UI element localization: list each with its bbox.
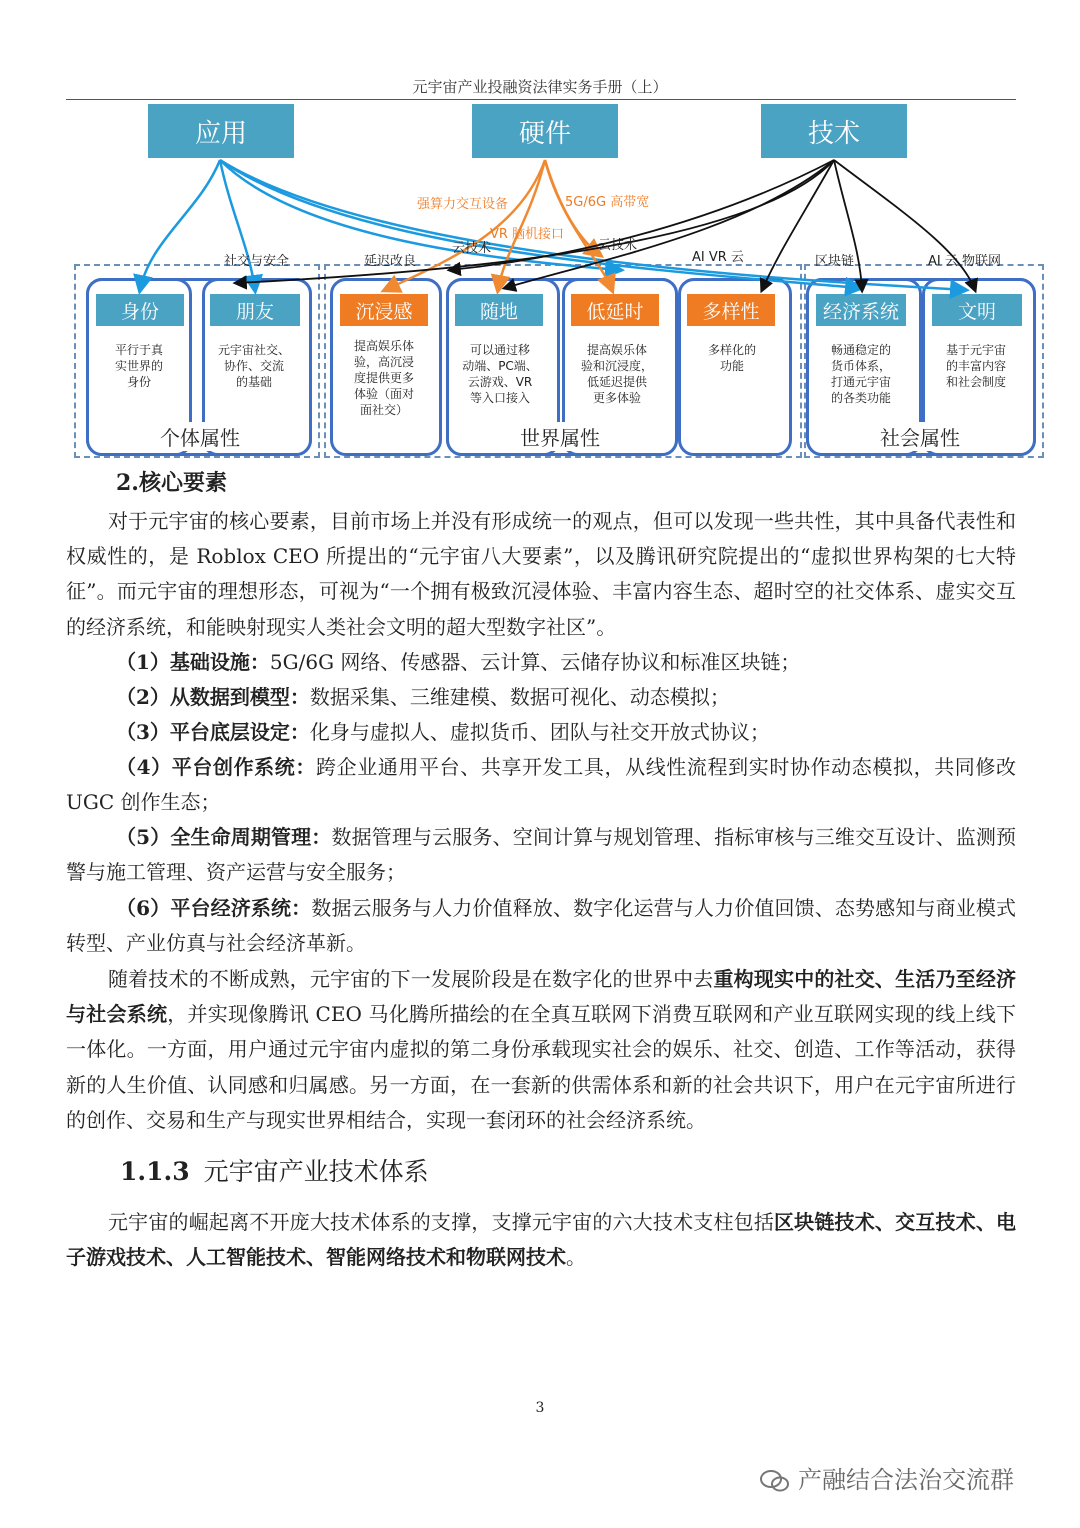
- label-latency: 延迟改良: [364, 254, 417, 269]
- label-strong-compute: 强算力交互设备: [417, 197, 509, 212]
- desc-civilization: 基于元宇宙 的丰富内容 和社会制度: [945, 343, 1006, 389]
- desc-immersion: 提高娱乐体 验，高沉浸 度提供更多 体验（面对 面社交）: [353, 339, 414, 417]
- group-label-social: 社会属性: [860, 422, 980, 451]
- top-box-application: 应用: [148, 104, 294, 158]
- paragraph-intro: 对于元宇宙的核心要素，目前市场上并没有形成统一的观点，但可以发现一些共性，其中具备代表性和权威性的，是 Roblox CEO 所提出的“元宇宙八大要素”，以及腾讯研究院提出的“虚拟世界构架的七大特征”。而元宇宙的理想形态，可视为“一个拥有极致沉浸体验、丰富内容生态、超时空的社交体系、虚实交互的经济系统，和能映射现实人类社会文明的超大型数字社区”。: [66, 509, 1016, 639]
- subsection-title: 元宇宙产业技术体系: [203, 1157, 429, 1186]
- header-rule: [66, 99, 1016, 100]
- list-item-4: （4）平台创作系统：跨企业通用平台、共享开发工具，从线性流程到实时协作动态模拟，共同修改 UGC 创作生态；: [66, 755, 1017, 815]
- tag-low-latency: 低延时: [571, 294, 659, 326]
- section-heading-core-elements: 2.核心要素: [116, 470, 227, 496]
- label-blockchain: 区块链: [815, 254, 855, 269]
- wechat-icon: [760, 1470, 790, 1492]
- list-item-5: （5）全生命周期管理：数据管理与云服务、空间计算与规划管理、指标审核与三维交互设计、监测预警与施工管理、资产运营与安全服务；: [66, 825, 1017, 885]
- page-number: 3: [535, 1400, 545, 1416]
- label-vr-bci: VR 脑机接口: [490, 227, 565, 242]
- tag-economy: 经济系统: [816, 294, 906, 326]
- list-item-6: （6）平台经济系统：数据云服务与人力价值释放、数字化运营与人力价值回馈、态势感知与商业模式转型、产业仿真与社会经济革新。: [66, 896, 1017, 956]
- tag-civilization: 文明: [932, 294, 1022, 326]
- label-5g6g: 5G/6G 高带宽: [565, 195, 650, 210]
- tag-immersion: 沉浸感: [340, 294, 428, 326]
- list-item-3: （3）平台底层设定：化身与虚拟人、虚拟货币、团队与社交开放式协议；: [116, 720, 770, 744]
- label-ai-cloud-iot: AI 云 物联网: [928, 254, 1001, 269]
- top-box-hardware: 硬件: [472, 104, 618, 158]
- diagram-arrows: [0, 150, 1080, 450]
- subsection-number: 1.1.3: [120, 1157, 190, 1186]
- desc-anywhere: 可以通过移 动端、PC端、 云游戏、VR 等入口接入: [462, 343, 538, 405]
- tag-anywhere: 随地: [455, 294, 543, 326]
- label-cloud-1: 云技术: [452, 241, 492, 256]
- desc-economy: 畅通稳定的 货币体系， 打通元宇宙 的各类功能: [830, 343, 891, 405]
- paragraph-tech-pillars: 元宇宙的崛起离不开庞大技术体系的支撑，支撑元宇宙的六大技术支柱包括区块链技术、交互技术、电子游戏技术、人工智能技术、智能网络技术和物联网技术。: [66, 1210, 1017, 1270]
- paragraph-next-stage: 随着技术的不断成熟，元宇宙的下一发展阶段是在数字化的世界中去重构现实中的社交、生活乃至经济与社会系统，并实现像腾讯 CEO 马化腾所描绘的在全真互联网下消费互联网和产业互联网实现的线上线下一体化。一方面，用户通过元宇宙内虚拟的第二身份承载现实社会的娱乐、社交、创造、工作等活动，获得新的人生价值、认同感和归属感。另一方面，在一套新的供需体系和新的社会共识下，用户在元宇宙所进行的创作、交易和生产与现实世界相结合，实现一套闭环的社会经济系统。: [66, 967, 1017, 1132]
- page-header: 元宇宙产业投融资法律实务手册（上）: [412, 78, 668, 96]
- list-item-1: （1）基础设施：5G/6G 网络、传感器、云计算、云储存协议和标准区块链；: [116, 650, 801, 674]
- desc-diversity: 多样化的 功能: [707, 343, 756, 373]
- list-item-2: （2）从数据到模型：数据采集、三维建模、数据可视化、动态模拟；: [116, 685, 730, 709]
- group-label-world: 世界属性: [500, 422, 620, 451]
- desc-low-latency: 提高娱乐体 验和沉浸度， 低延迟提供 更多体验: [580, 343, 653, 405]
- label-social-safety: 社交与安全: [224, 254, 290, 269]
- desc-friends: 元宇宙社交、 协作、交流 的基础: [217, 343, 290, 389]
- tag-friends: 朋友: [210, 294, 300, 326]
- tag-diversity: 多样性: [687, 294, 775, 326]
- label-ai-vr-cloud: AI VR 云: [692, 250, 744, 265]
- watermark: 产融结合法治交流群: [760, 1460, 1014, 1495]
- group-label-individual: 个体属性: [140, 422, 260, 451]
- tag-identity: 身份: [96, 294, 184, 326]
- desc-identity: 平行于真 实世界的 身份: [114, 343, 163, 389]
- top-box-technology: 技术: [761, 104, 907, 158]
- label-cloud-2: 云技术: [598, 238, 638, 253]
- subsection-heading: [120, 1152, 429, 1188]
